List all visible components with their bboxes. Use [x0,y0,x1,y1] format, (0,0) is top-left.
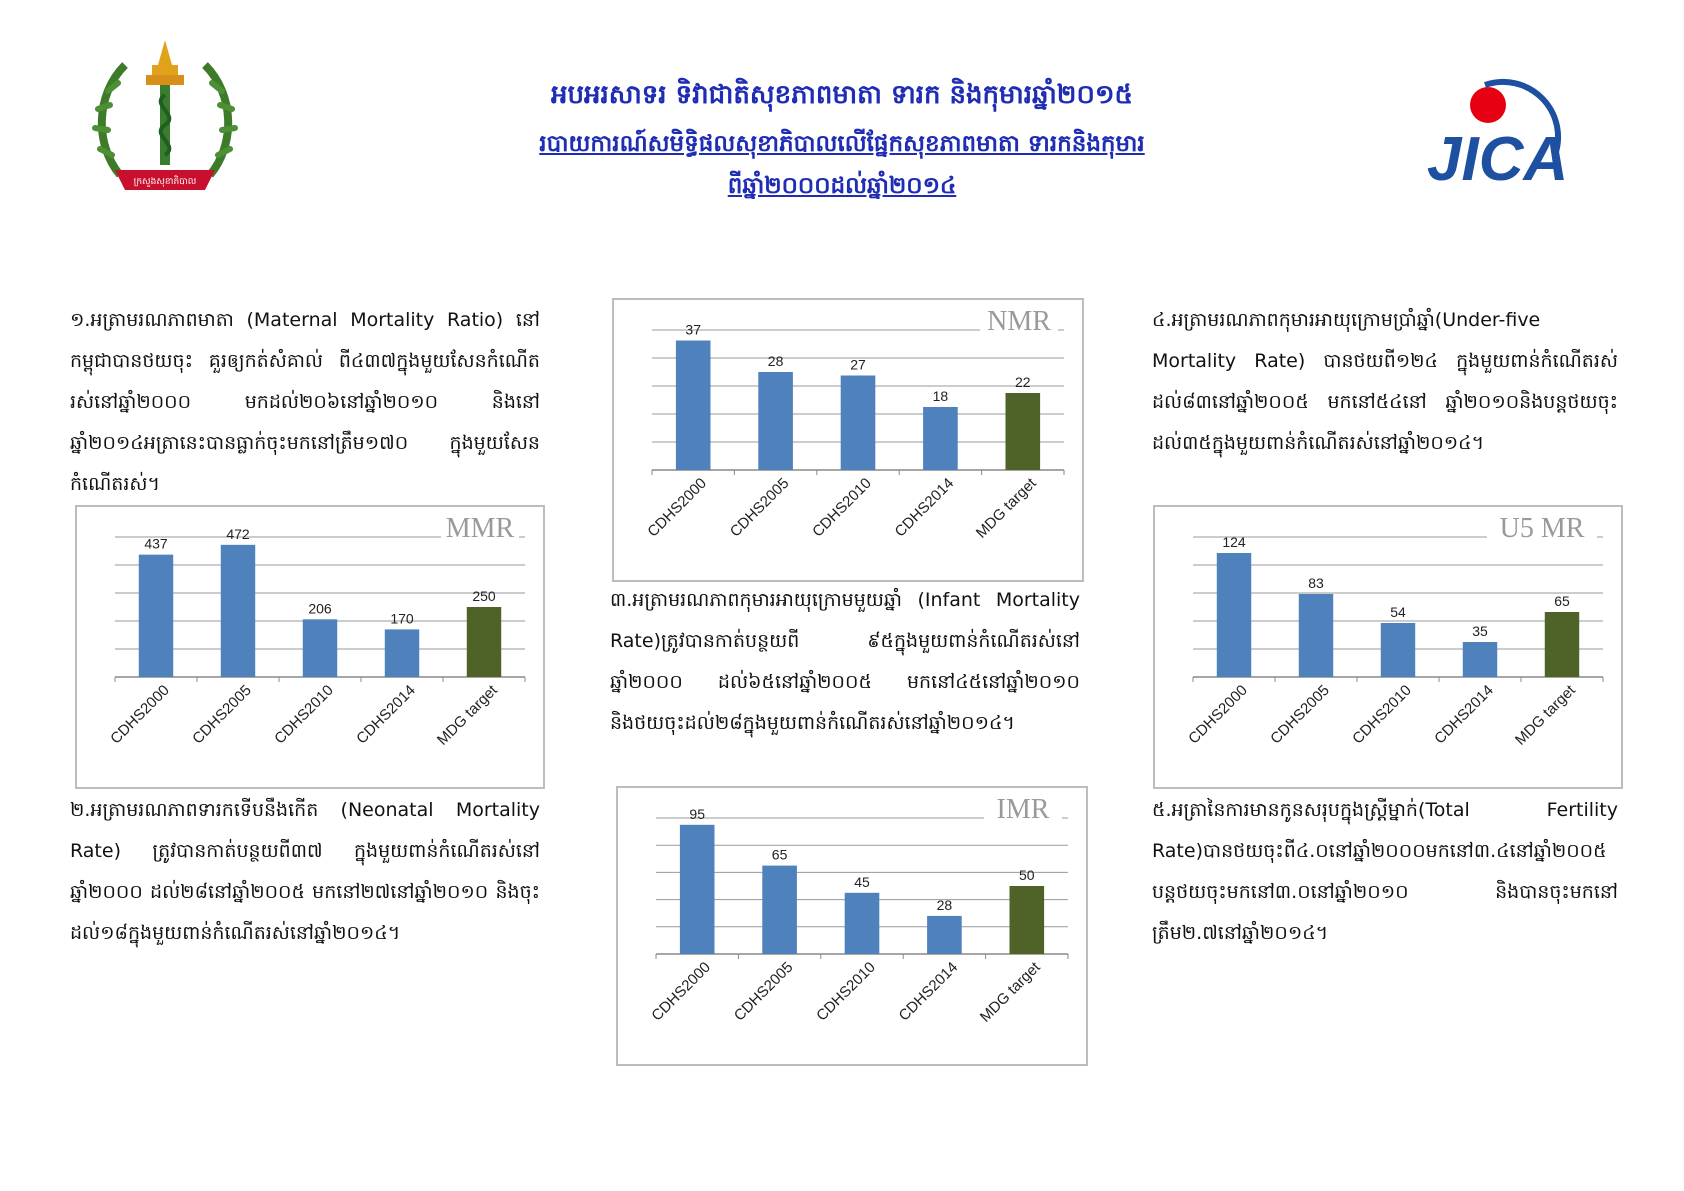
x-tick-label: CDHS2010 [1349,681,1415,748]
svg-text:ក្រសួងសុខាភិបាល: ក្រសួងសុខាភិបាល [133,177,197,187]
data-label: 45 [854,873,870,890]
u5mr-paragraph: ៤.អត្រាមរណភាពកុមារអាយុក្រោមប្រាំឆ្នាំ(Under-five Mortality Rate) បានថយពី១២៤ ក្នុងមួយពាន់កំណើតរស់ ដល់៨៣នៅឆ្នាំ២០០៥ មកនៅ៥៤នៅ ឆ្នាំ២០១០និងបន្តថយចុះដល់៣៥ក្នុងមួយពាន់កំណើតរស់នៅឆ្នាំ២០១៤។ [1152,309,1618,454]
chart-title: MMR [445,513,515,544]
x-tick-label: MDG target [972,474,1040,542]
bar-nmr-4 [1005,393,1040,470]
jica-logo [1425,75,1575,195]
bar-imr-1 [762,866,797,954]
red-sun-icon [1470,87,1506,123]
x-tick-label: CDHS2014 [1431,681,1497,748]
temple-crown-icon [146,40,184,85]
x-tick-label: CDHS2014 [891,474,958,541]
x-tick-label: CDHS2005 [726,474,793,541]
nmr-paragraph: ២.អត្រាមរណភាពទារកទើបនឹងកើត (Neonatal Mortality Rate) ត្រូវបានកាត់បន្ថយពី៣៧ ក្នុងមួយពាន់កំណើតរស់នៅឆ្នាំ២០០០ ដល់២៨នៅឆ្នាំ២០០៥ មកនៅ២៧នៅឆ្នាំ២០១០ និងចុះដល់១៨ក្នុងមួយពាន់កំណើតរស់នៅឆ្នាំ២០១៤។ [70,799,540,944]
x-tick-label: CDHS2000 [648,958,715,1025]
x-tick-label: CDHS2005 [730,958,797,1025]
data-label: 437 [144,535,168,552]
page-subtitle-years: ពីឆ្នាំ២០០០ដល់ឆ្នាំ២០១៤ [727,173,957,199]
data-label: 95 [689,805,705,822]
mmr-paragraph: ១.អត្រាមរណភាពមាតា (Maternal Mortality Ratio) នៅកម្ពុជាបានថយចុះ គួរឲ្យកត់សំគាល់ ពី៤៣៧ក្នុងមួយសែនកំណើតរស់នៅឆ្នាំ២០០០ មកដល់២០៦នៅឆ្នាំ២០១០ និងនៅឆ្នាំ២០១៤អត្រានេះបានធ្លាក់ចុះមកនៅត្រឹម១៧០ ក្នុងមួយសែនកំណើតរស់។ [70,309,540,495]
x-tick-label: CDHS2000 [1185,681,1251,748]
mmr-chart [75,505,545,789]
data-label: 50 [1019,867,1035,883]
imr-paragraph: ៣.អត្រាមរណភាពកុមារអាយុក្រោមមួយឆ្នាំ (Infant Mortality Rate)ត្រូវបានកាត់បន្ថយពី ៩៥ក្នុងមួយពាន់កំណើតរស់នៅឆ្នាំ២០០០ ដល់៦៥នៅឆ្នាំ២០០៥ មកនៅ៤៥នៅឆ្នាំ២០១០ និងថយចុះដល់២៨ក្នុងមួយពាន់កំណើតរស់នៅឆ្នាំ២០១៤។ [610,589,1080,734]
x-tick-label: MDG target [433,681,501,749]
bar-nmr-0 [676,341,711,471]
chart-title: IMR [996,794,1050,825]
bar-mmr-1 [221,545,255,677]
bar-imr-4 [1009,886,1044,954]
data-label: 472 [226,525,250,542]
bar-mmr-3 [385,629,419,677]
data-label: 54 [1390,604,1406,620]
bar-imr-2 [845,893,880,954]
x-tick-label: CDHS2010 [271,681,337,748]
nmr-chart [612,298,1084,582]
x-tick-label: CDHS2010 [809,474,875,541]
data-label: 27 [850,356,866,373]
imr-chart [616,786,1088,1066]
bar-mmr-2 [303,619,337,677]
x-tick-label: MDG target [976,958,1044,1026]
bar-mmr-4 [467,607,501,677]
data-label: 65 [1554,593,1570,609]
data-label: 83 [1308,575,1324,591]
bar-u5mr-4 [1545,612,1579,677]
data-label: 18 [932,388,949,404]
data-label: 28 [767,353,784,369]
data-label: 65 [771,846,788,863]
data-label: 37 [685,321,701,338]
bar-nmr-1 [758,372,793,470]
x-tick-label: CDHS2005 [189,681,255,748]
bar-u5mr-0 [1217,553,1251,677]
data-label: 28 [936,896,953,913]
data-label: 170 [390,610,414,627]
tfr-paragraph: ៥.អត្រានៃការមានកូនសរុបក្នុងស្ត្រីម្នាក់(Total Fertility Rate)បានថយចុះពី៤.០នៅឆ្នាំ២០០០មកនៅ៣.៤នៅឆ្នាំ២០០៥ បន្តថយចុះមកនៅ៣.០នៅឆ្នាំ២០១០ និងបានចុះមកនៅត្រឹម២.៧នៅឆ្នាំ២០១៤។ [1152,799,1618,944]
x-tick-label: CDHS2005 [1267,681,1333,748]
u5mr-chart [1153,505,1623,789]
x-tick-label: MDG target [1511,681,1579,749]
x-tick-label: CDHS2014 [353,681,419,748]
x-tick-label: CDHS2010 [813,958,879,1025]
chart-title: NMR [987,306,1051,337]
bar-u5mr-3 [1463,642,1497,677]
moh-logo [90,35,240,205]
svg-text:JICA: JICA [1427,125,1569,194]
x-tick-label: CDHS2000 [107,681,173,748]
page-title: អបអរសាទរ ទិវាជាតិសុខភាពមាតា ទារក និងកុមារឆ្នាំ២០១៥ [551,80,1133,110]
bar-mmr-0 [139,555,173,677]
data-label: 250 [472,588,496,604]
chart-title: U5 MR [1499,513,1585,544]
x-tick-label: CDHS2000 [644,474,711,541]
bar-u5mr-1 [1299,594,1333,677]
bar-nmr-2 [841,376,876,471]
bar-nmr-3 [923,407,958,470]
bar-imr-3 [927,916,962,954]
data-label: 22 [1015,374,1031,390]
bar-imr-0 [680,825,715,954]
data-label: 206 [308,600,332,617]
data-label: 35 [1472,623,1488,639]
page-subtitle: របាយការណ៍សមិទ្ធិផលសុខាភិបាលលើផ្នែកសុខភាពមាតា ទារកនិងកុមារ [539,131,1145,157]
data-label: 124 [1222,534,1246,550]
bar-u5mr-2 [1381,623,1415,677]
x-tick-label: CDHS2014 [895,958,962,1025]
